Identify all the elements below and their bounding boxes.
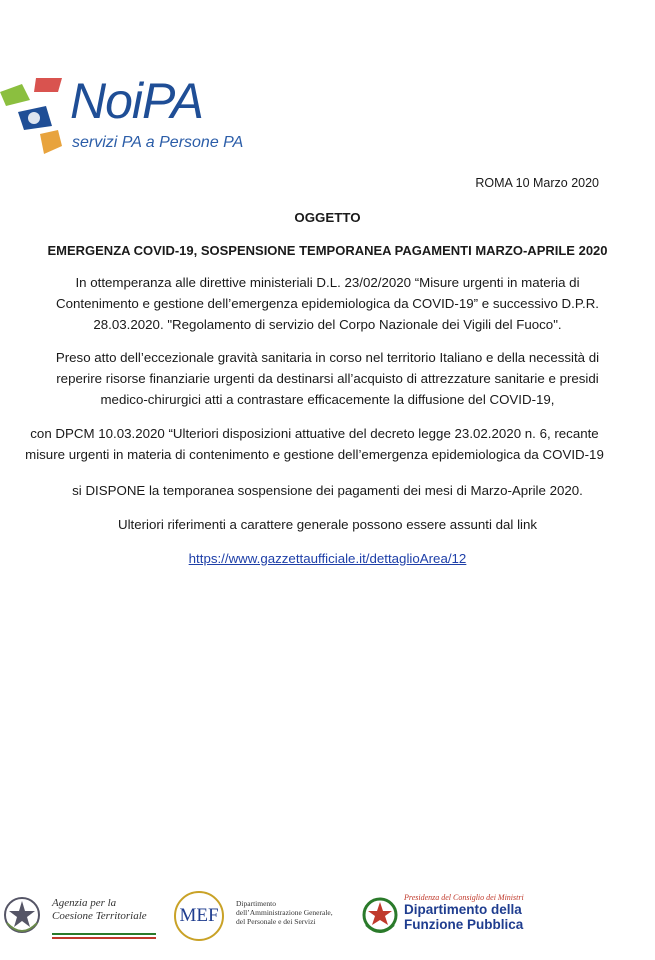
paragraph-dispone	[0, 480, 655, 501]
mef-department	[236, 899, 333, 926]
agency-name-line: Coesione Territoriale	[52, 910, 147, 922]
paragraph-gravity	[0, 347, 655, 410]
paragraph-line: In ottemperanza alle direttive ministeriali D.L. 23/02/2020 “Misure urgenti in materia di	[75, 275, 580, 290]
paragraph-line: 28.03.2020. "Regolamento di servizio del Corpo Nazionale dei Vigili del Fuoco".	[93, 317, 562, 332]
mef-line: del Personale e dei Servizi	[236, 917, 316, 926]
paragraph-line: Ulteriori riferimenti a carattere generale possono essere assunti dal link	[117, 517, 538, 532]
agency-flag-bar	[52, 933, 156, 939]
logo-name: NoiPA	[70, 73, 204, 129]
department-name-line: Funzione Pubblica	[404, 917, 524, 932]
paragraph-line: reperire risorse finanziarie urgenti da destinarsi all’acquisto di attrezzature sanitarie e presidi	[56, 371, 599, 386]
presidency-label: Presidenza del Consiglio dei Ministri	[404, 893, 524, 902]
italian-emblem-icon	[2, 893, 42, 939]
agency-name-line: Agenzia per la	[52, 897, 117, 909]
heading-oggetto: OGGETTO	[294, 210, 361, 225]
reference-link[interactable]: https://www.gazzettaufficiale.it/dettaglioArea/12	[188, 551, 467, 566]
paragraph-line: Preso atto dell’eccezionale gravità sanitaria in corso nel territorio Italiano e della necessità di	[55, 350, 600, 365]
footer-logos	[0, 885, 655, 950]
logo-tagline: servizi PA a Persone PA	[72, 134, 244, 151]
subject-line: EMERGENZA COVID-19, SOSPENSIONE TEMPORANEA PAGAMENTI MARZO-APRILE 2020	[47, 243, 608, 258]
paragraph-dpcm	[0, 423, 647, 465]
department-name-line: Dipartimento della	[404, 902, 522, 917]
mef-acronym: MEF	[179, 905, 219, 926]
mef-line: Dipartimento	[236, 899, 276, 908]
paragraph-line: Contenimento e gestione dell’emergenza epidemiologica da COVID-19” e successivo D.P.R.	[56, 296, 599, 311]
reference-link-row	[0, 548, 655, 569]
noipa-logo	[0, 70, 270, 160]
paragraph-line: misure urgenti in materia di contenimento e gestione dell’emergenza epidemiologica da COVID-19	[25, 447, 604, 462]
noipa-logo-mark-icon	[0, 70, 72, 160]
document-date: ROMA 10 Marzo 2020	[475, 176, 599, 190]
agency-name	[52, 897, 147, 923]
paragraph-references	[0, 514, 655, 535]
paragraph-directives	[0, 272, 655, 335]
paragraph-line: si DISPONE la temporanea sospensione dei pagamenti dei mesi di Marzo-Aprile 2020.	[72, 483, 583, 498]
paragraph-line: con DPCM 10.03.2020 “Ulteriori disposizioni attuative del decreto legge 23.02.2020 n. 6, recante	[30, 426, 599, 441]
mef-line: dell’Amministrazione Generale,	[236, 908, 333, 917]
funzione-pubblica-text	[404, 893, 524, 932]
paragraph-line: medico-chirurgici atti a contrastare efficacemente la diffusione del COVID-19,	[100, 392, 555, 407]
republic-emblem-icon	[360, 895, 400, 939]
